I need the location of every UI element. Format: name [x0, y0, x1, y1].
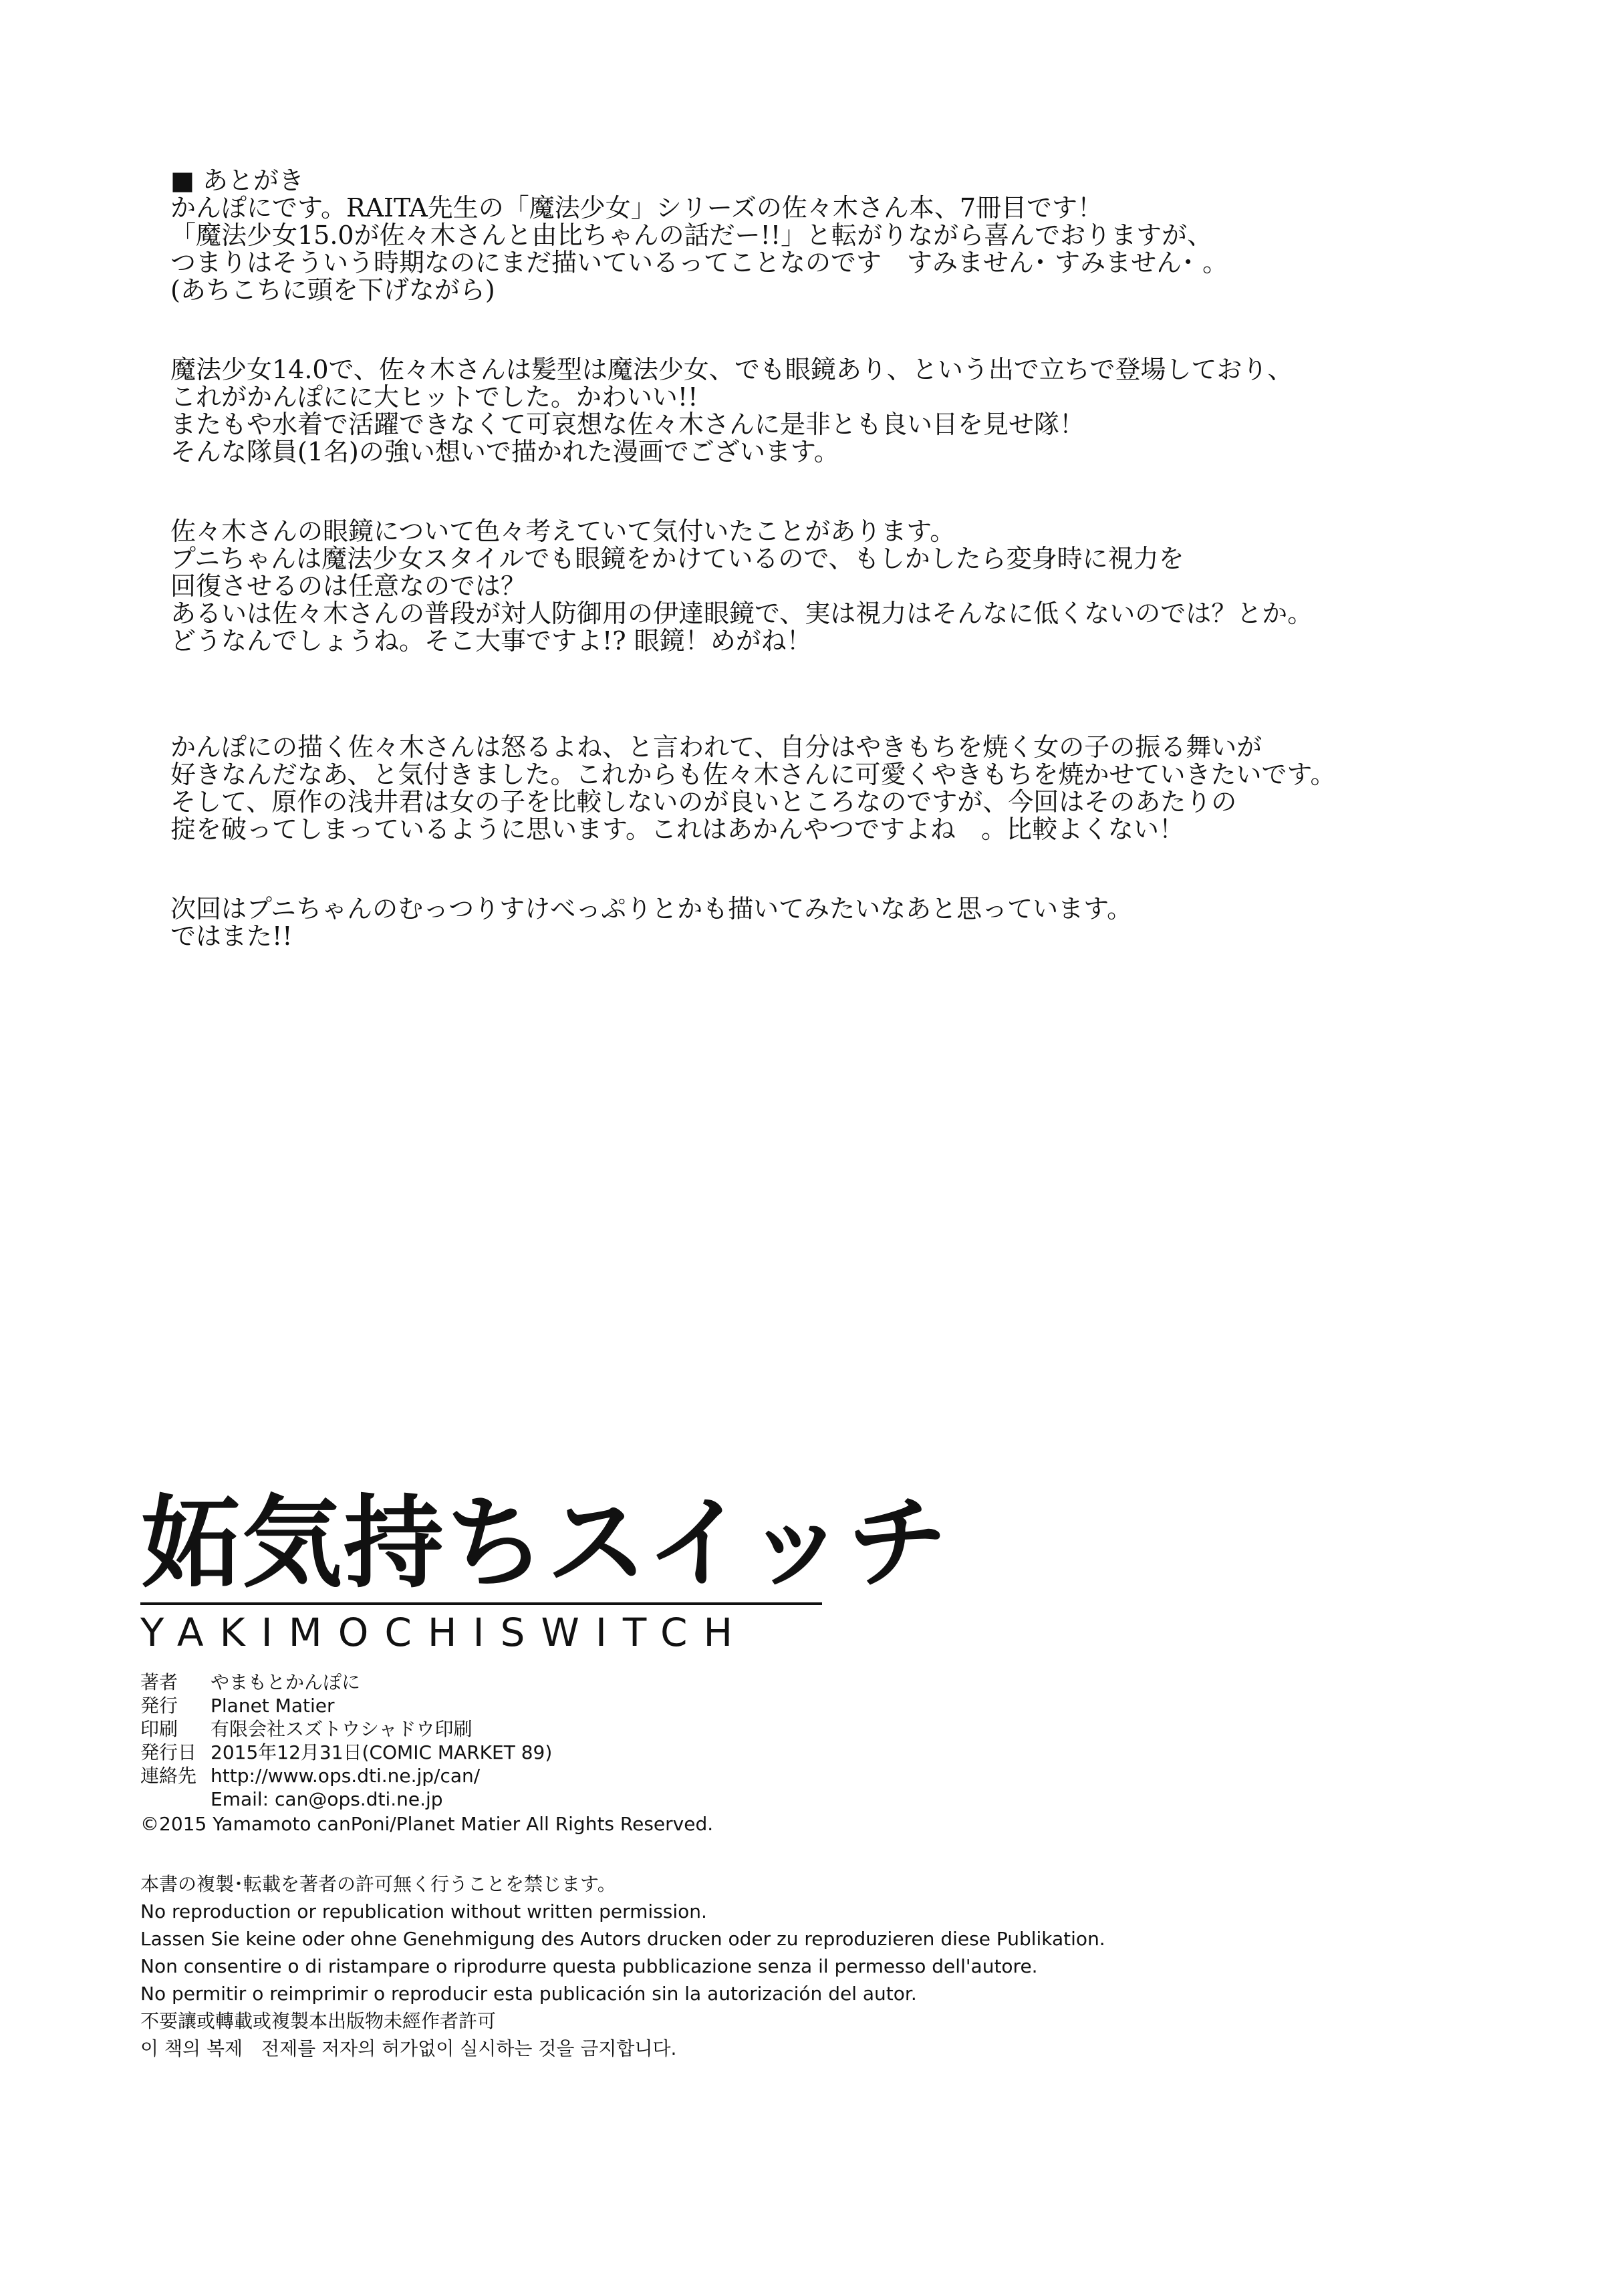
- afterword-line: どうなんでしょうね。そこ大事ですよ!? 眼鏡！めがね！: [170, 626, 812, 656]
- info-row-author: [140, 1671, 1477, 1694]
- afterword-line: 好きなんだなあ、と気付きました。これからも佐々木さんに可愛くやきもちを焼かせていきたいです。: [170, 760, 1336, 789]
- notice-english: No reproduction or republication without written permission.: [140, 1900, 707, 1922]
- paragraph-gap: [170, 843, 1507, 895]
- book-title-romaji: YAKIMOCHISWITCH: [140, 1610, 749, 1655]
- contact-url[interactable]: http://www.ops.dti.ne.jp/can/: [211, 1765, 481, 1787]
- afterword-line: 佐々木さんの眼鏡について色々考えていて気付いたことがあります。: [170, 517, 956, 546]
- afterword-line: ではまた!!: [170, 921, 293, 951]
- notice-korean: 이 책의 복제 전제를 저자의 허가없이 실시하는 것을 금지합니다.: [140, 2037, 677, 2059]
- info-row-printer: [140, 1717, 1477, 1741]
- afterword-line: (あちこちに頭を下げながら): [170, 275, 495, 305]
- info-row-email: [140, 1787, 1477, 1811]
- afterword-line: これがかんぽにに大ヒットでした。かわいい!!: [170, 382, 698, 412]
- paragraph-gap: [170, 304, 1507, 356]
- colophon-section: [140, 1485, 1477, 2062]
- info-value: やまもとかんぽに: [211, 1671, 361, 1693]
- paragraph-gap: [170, 655, 1507, 734]
- afterword-line: つまりはそういう時期なのにまだ描いているってことなのです すみません･ すみません･ 。: [170, 248, 1228, 277]
- info-value: Planet Matier: [211, 1695, 335, 1717]
- afterword-line: かんぽにの描く佐々木さんは怒るよね、と言われて、自分はやきもちを焼く女の子の振る舞いが: [170, 732, 1262, 762]
- paragraph-gap: [170, 466, 1507, 518]
- afterword-line: 魔法少女14.0で、佐々木さんは髪型は魔法少女、でも眼鏡あり、という出で立ちで登場しており、: [170, 355, 1293, 384]
- notice-chinese: 不要讓或轉載或複製本出版物未經作者許可: [140, 2010, 497, 2032]
- info-row-publisher: [140, 1694, 1477, 1717]
- afterword-line: あるいは佐々木さんの普段が対人防御用の伊達眼鏡で、実は視力はそんなに低くないのでは？とか。: [170, 599, 1313, 628]
- info-row-date: [140, 1741, 1477, 1764]
- book-title: 妬気持ちスイッチ: [140, 1485, 950, 1602]
- info-label: 発行: [140, 1695, 178, 1717]
- notice-german: Lassen Sie keine oder ohne Genehmigung des Autors drucken oder zu reproduzieren diese Publikation.: [140, 1928, 1105, 1950]
- afterword-line: かんぽにです。RAITA先生の「魔法少女」シリーズの佐々木さん本、7冊目です！: [170, 193, 1103, 223]
- info-label: 著者: [140, 1671, 178, 1693]
- info-value: 有限会社スズトウシャドウ印刷: [211, 1718, 473, 1740]
- copyright-line: [140, 1812, 1477, 1836]
- info-label: 連絡先: [140, 1765, 197, 1787]
- afterword-line: そんな隊員(1名)の強い想いで描かれた漫画でございます。: [170, 437, 839, 466]
- info-label: 印刷: [140, 1718, 178, 1740]
- afterword-line: プニちゃんは魔法少女スタイルでも眼鏡をかけているので、もしかしたら変身時に視力を: [170, 544, 1184, 573]
- copyright-text: ©2015 Yamamoto canPoni/Planet Matier All Rights Reserved.: [140, 1813, 714, 1835]
- afterword-section: [170, 167, 1507, 950]
- info-label: 発行日: [140, 1741, 197, 1763]
- info-value: 2015年12月31日(COMIC MARKET 89): [211, 1741, 553, 1763]
- contact-email[interactable]: Email: can@ops.dti.ne.jp: [211, 1788, 443, 1810]
- afterword-line: 回復させるのは任意なのでは？: [170, 571, 527, 601]
- title-divider: [140, 1602, 822, 1605]
- afterword-heading: ■ あとがき: [170, 166, 304, 195]
- afterword-line: 「魔法少女15.0が佐々木さんと由比ちゃんの話だー!!」と転がりながら喜んでおりますが、: [170, 221, 1213, 250]
- notice-japanese: 本書の複製･転載を著者の許可無く行うことを禁じます。: [140, 1873, 616, 1895]
- reproduction-notices: [140, 1870, 1477, 2062]
- afterword-line: そして、原作の浅井君は女の子を比較しないのが良いところなのですが、今回はそのあたりの: [170, 787, 1237, 817]
- afterword-line: またもや水着で活躍できなくて可哀想な佐々木さんに是非とも良い目を見せ隊！: [170, 410, 1085, 439]
- notice-italian: Non consentire o di ristampare o riprodurre questa pubblicazione senza il permesso dell'autore.: [140, 1955, 1038, 1977]
- afterword-line: 掟を破ってしまっているように思います。これはあかんやつですよね 。比較よくない！: [170, 815, 1184, 844]
- afterword-line: 次回はプニちゃんのむっつりすけべっぷりとかも描いてみたいなあと思っています。: [170, 894, 1133, 923]
- notice-spanish: No permitir o reimprimir o reproducir esta publicación sin la autorización del autor.: [140, 1983, 917, 2005]
- info-row-contact: [140, 1764, 1477, 1787]
